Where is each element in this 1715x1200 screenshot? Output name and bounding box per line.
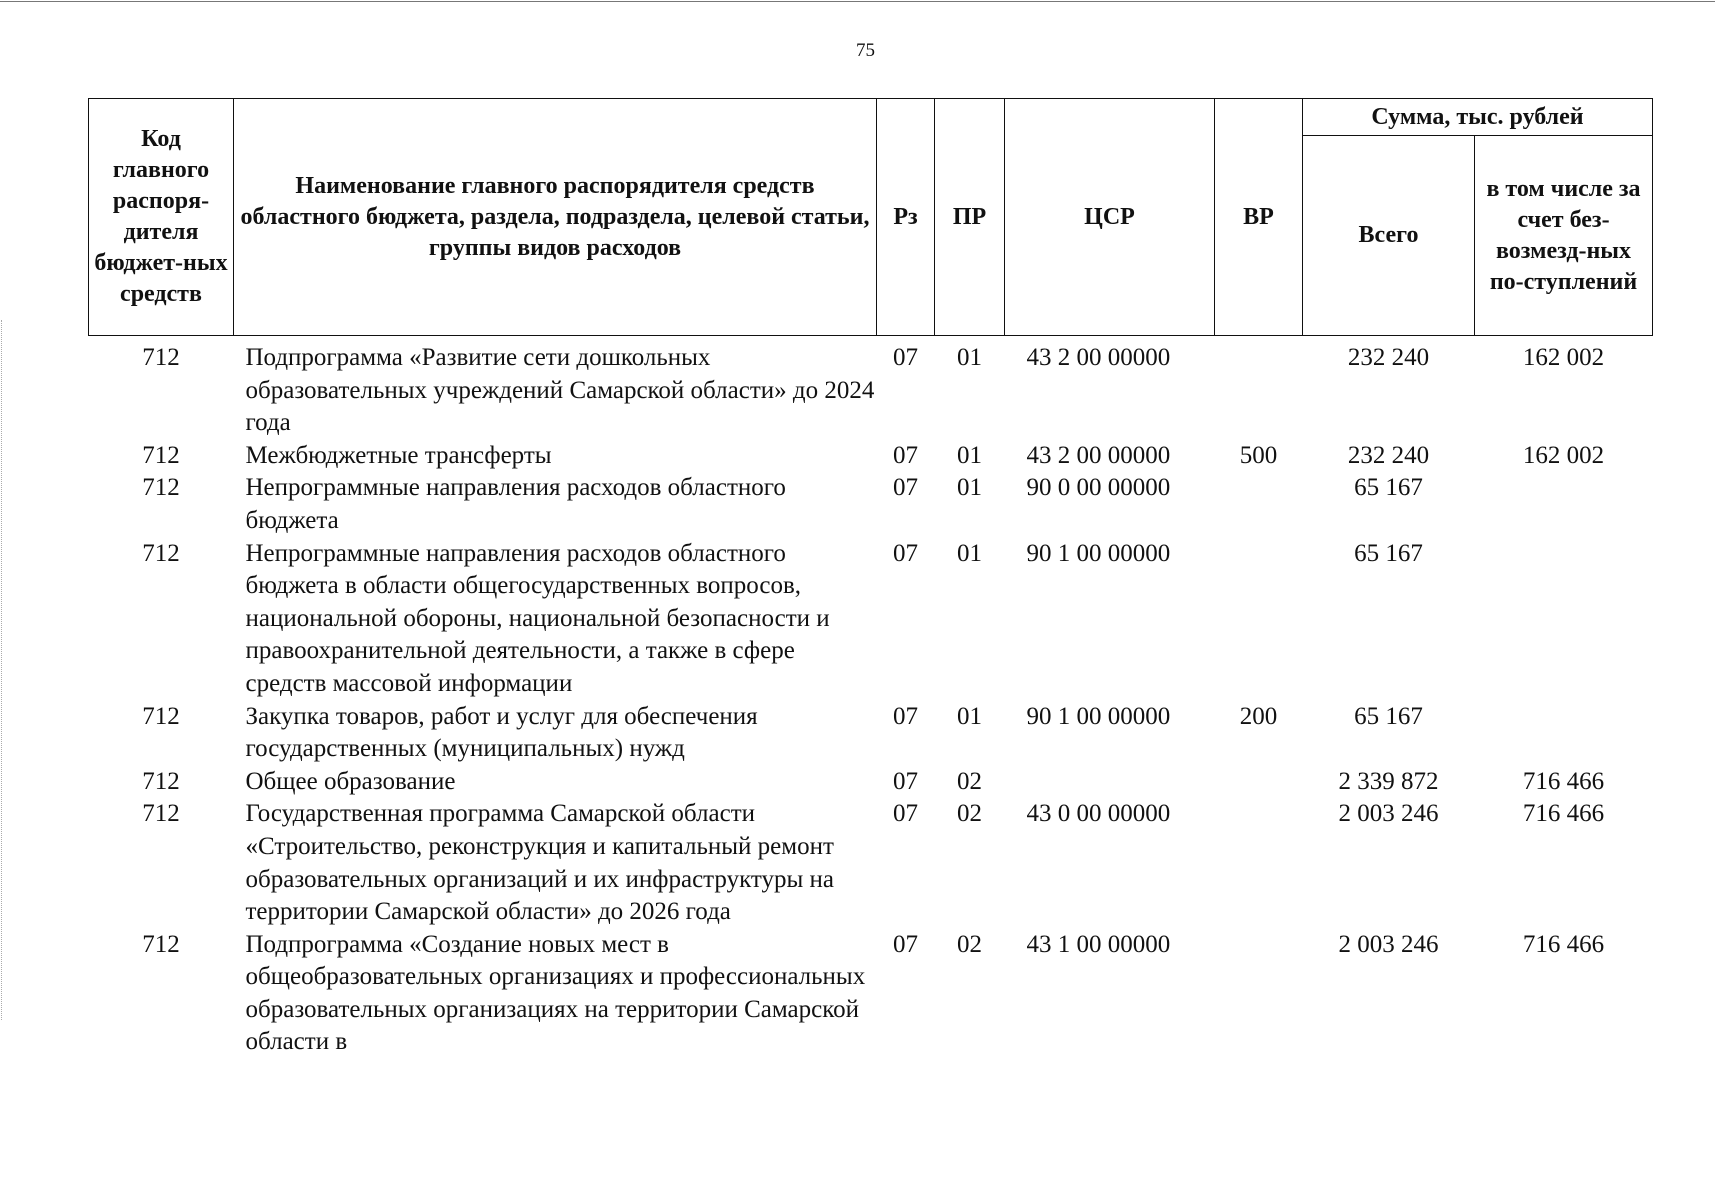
cell-vr bbox=[1215, 766, 1303, 799]
cell-vr: 500 bbox=[1239, 441, 1278, 469]
cell-code: 712 bbox=[142, 930, 180, 958]
cell-rz: 07 bbox=[893, 441, 918, 469]
scan-top-edge bbox=[0, 1, 1715, 2]
header-incl: в том числе за счет без-возмезд-ных по-ступлений bbox=[1475, 136, 1653, 336]
cell-pr: 01 bbox=[957, 474, 982, 502]
cell-csr: 43 2 00 00000 bbox=[1026, 441, 1171, 469]
cell-total: 232 240 bbox=[1347, 344, 1430, 371]
cell-code: 712 bbox=[142, 344, 180, 371]
header-total: Всего bbox=[1303, 136, 1475, 336]
cell-rz: 07 bbox=[893, 539, 918, 567]
cell-name: Государственная программа Самарской области «Строительство, реконструкция и капитальный ремонт образовательных организаций и их инфраструктуры на территории Самарской области» до 2026 года bbox=[245, 800, 835, 926]
table-row bbox=[89, 538, 1653, 701]
cell-incl: 162 002 bbox=[1522, 441, 1605, 469]
cell-csr: 90 0 00 00000 bbox=[1026, 474, 1171, 502]
cell-total: 2 003 246 bbox=[1338, 800, 1439, 828]
cell-pr: 02 bbox=[957, 767, 982, 795]
cell-vr bbox=[1215, 336, 1303, 440]
cell-vr bbox=[1215, 472, 1303, 537]
cell-vr bbox=[1215, 538, 1303, 701]
cell-total: 232 240 bbox=[1347, 441, 1430, 469]
header-sum-group: Сумма, тыс. рублей bbox=[1303, 99, 1653, 136]
cell-vr bbox=[1215, 929, 1303, 1059]
scan-left-edge bbox=[1, 320, 3, 1020]
cell-total: 2 339 872 bbox=[1338, 767, 1439, 795]
cell-csr: 43 1 00 00000 bbox=[1026, 930, 1171, 958]
cell-name: Непрограммные направления расходов областного бюджета в области общегосударственных вопросов, национальной обороны, национальной безопасности и правоохранительной деятельности, а также в сфере средств массовой информации bbox=[245, 539, 830, 697]
cell-vr: 200 bbox=[1239, 702, 1278, 730]
header-vr: ВР bbox=[1215, 99, 1303, 336]
cell-total: 65 167 bbox=[1354, 539, 1423, 567]
cell-total: 2 003 246 bbox=[1338, 930, 1439, 958]
cell-name: Непрограммные направления расходов областного бюджета bbox=[245, 474, 786, 534]
cell-pr: 01 bbox=[957, 539, 982, 567]
table-row bbox=[89, 766, 1653, 799]
cell-code: 712 bbox=[142, 474, 180, 502]
cell-incl: 716 466 bbox=[1522, 930, 1605, 958]
table-header bbox=[89, 99, 1653, 336]
cell-rz: 07 bbox=[893, 474, 918, 502]
cell-code: 712 bbox=[142, 800, 180, 828]
header-pr: ПР bbox=[935, 99, 1005, 336]
cell-pr: 02 bbox=[957, 800, 982, 828]
cell-code: 712 bbox=[142, 441, 180, 469]
table-row bbox=[89, 472, 1653, 537]
table-row bbox=[89, 929, 1653, 1059]
cell-rz: 07 bbox=[893, 930, 918, 958]
cell-code: 712 bbox=[142, 539, 180, 567]
budget-table-container bbox=[88, 98, 1652, 1059]
header-name: Наименование главного распорядителя средств областного бюджета, раздела, подраздела, целевой статьи, группы видов расходов bbox=[234, 99, 877, 336]
cell-pr: 02 bbox=[957, 930, 982, 958]
cell-csr: 43 2 00 00000 bbox=[1026, 344, 1171, 371]
page-number: 75 bbox=[856, 40, 875, 61]
cell-code: 712 bbox=[142, 767, 180, 795]
budget-table bbox=[88, 98, 1653, 1059]
cell-pr: 01 bbox=[957, 441, 982, 469]
cell-incl bbox=[1475, 701, 1653, 766]
cell-rz: 07 bbox=[893, 702, 918, 730]
cell-vr bbox=[1215, 798, 1303, 928]
cell-pr: 01 bbox=[957, 344, 982, 371]
cell-csr: 90 1 00 00000 bbox=[1026, 539, 1171, 567]
cell-name: Межбюджетные трансферты bbox=[245, 441, 552, 469]
table-row bbox=[89, 798, 1653, 928]
cell-incl: 716 466 bbox=[1522, 767, 1605, 795]
table-row bbox=[89, 701, 1653, 766]
cell-incl bbox=[1475, 538, 1653, 701]
cell-csr: 43 0 00 00000 bbox=[1026, 800, 1171, 828]
header-rz: Рз bbox=[877, 99, 935, 336]
table-body bbox=[89, 336, 1653, 1060]
header-code: Код главного распоря-дителя бюджет-ных средств bbox=[89, 99, 234, 336]
cell-total: 65 167 bbox=[1354, 474, 1423, 502]
cell-csr bbox=[1005, 766, 1215, 799]
cell-incl: 716 466 bbox=[1522, 800, 1605, 828]
cell-pr: 01 bbox=[957, 702, 982, 730]
cell-name: Подпрограмма «Развитие сети дошкольных образовательных учреждений Самарской области» до 2024 года bbox=[245, 344, 875, 437]
cell-rz: 07 bbox=[893, 800, 918, 828]
cell-name: Общее образование bbox=[245, 767, 456, 795]
cell-name: Подпрограмма «Создание новых мест в общеобразовательных организациях и профессиональных образовательных организациях на территории Самарской области в bbox=[245, 930, 866, 1056]
table-row bbox=[89, 440, 1653, 473]
cell-total: 65 167 bbox=[1354, 702, 1423, 730]
cell-incl bbox=[1475, 472, 1653, 537]
cell-code: 712 bbox=[142, 702, 180, 730]
cell-rz: 07 bbox=[893, 767, 918, 795]
cell-rz: 07 bbox=[893, 344, 918, 371]
cell-incl: 162 002 bbox=[1522, 344, 1605, 371]
table-row bbox=[89, 336, 1653, 440]
cell-csr: 90 1 00 00000 bbox=[1026, 702, 1171, 730]
cell-name: Закупка товаров, работ и услуг для обеспечения государственных (муниципальных) нужд bbox=[245, 702, 758, 763]
header-csr: ЦСР bbox=[1005, 99, 1215, 336]
